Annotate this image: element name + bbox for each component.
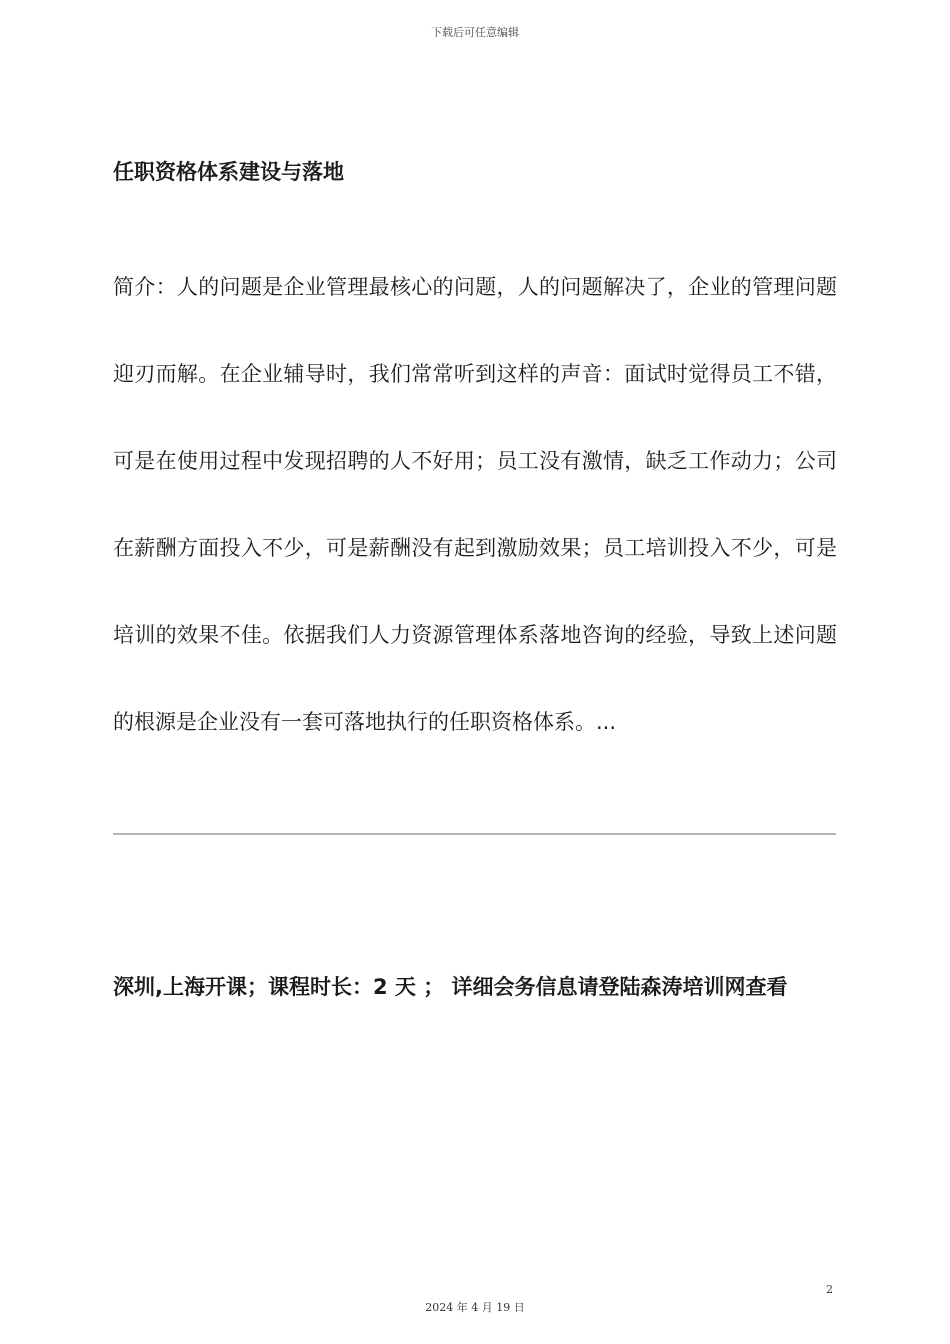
section-divider bbox=[113, 833, 836, 835]
course-info: 深圳,上海开课；课程时长：2 天 ； 详细会务信息请登陆森涛培训网查看 bbox=[113, 975, 788, 999]
page-number: 2 bbox=[826, 1283, 833, 1296]
page-header: 下载后可任意编辑 bbox=[431, 26, 519, 39]
footer-date: 2024 年 4 月 19 日 bbox=[425, 1301, 525, 1314]
document-title: 任职资格体系建设与落地 bbox=[113, 160, 344, 184]
intro-paragraph: 简介：人的问题是企业管理最核心的问题，人的问题解决了，企业的管理问题迎刃而解。在企业辅导时，我们常常听到这样的声音：面试时觉得员工不错，可是在使用过程中发现招聘的人不好用；员工没有激情，缺乏工作动力；公司在薪酬方面投入不少，可是薪酬没有起到激励效果；员工培训投入不少，可是培训的效果不佳。依据我们人力资源管理体系落地咨询的经验，导致上述问题的根源是企业没有一套可落地执行的任职资格体系。... bbox=[113, 275, 837, 734]
